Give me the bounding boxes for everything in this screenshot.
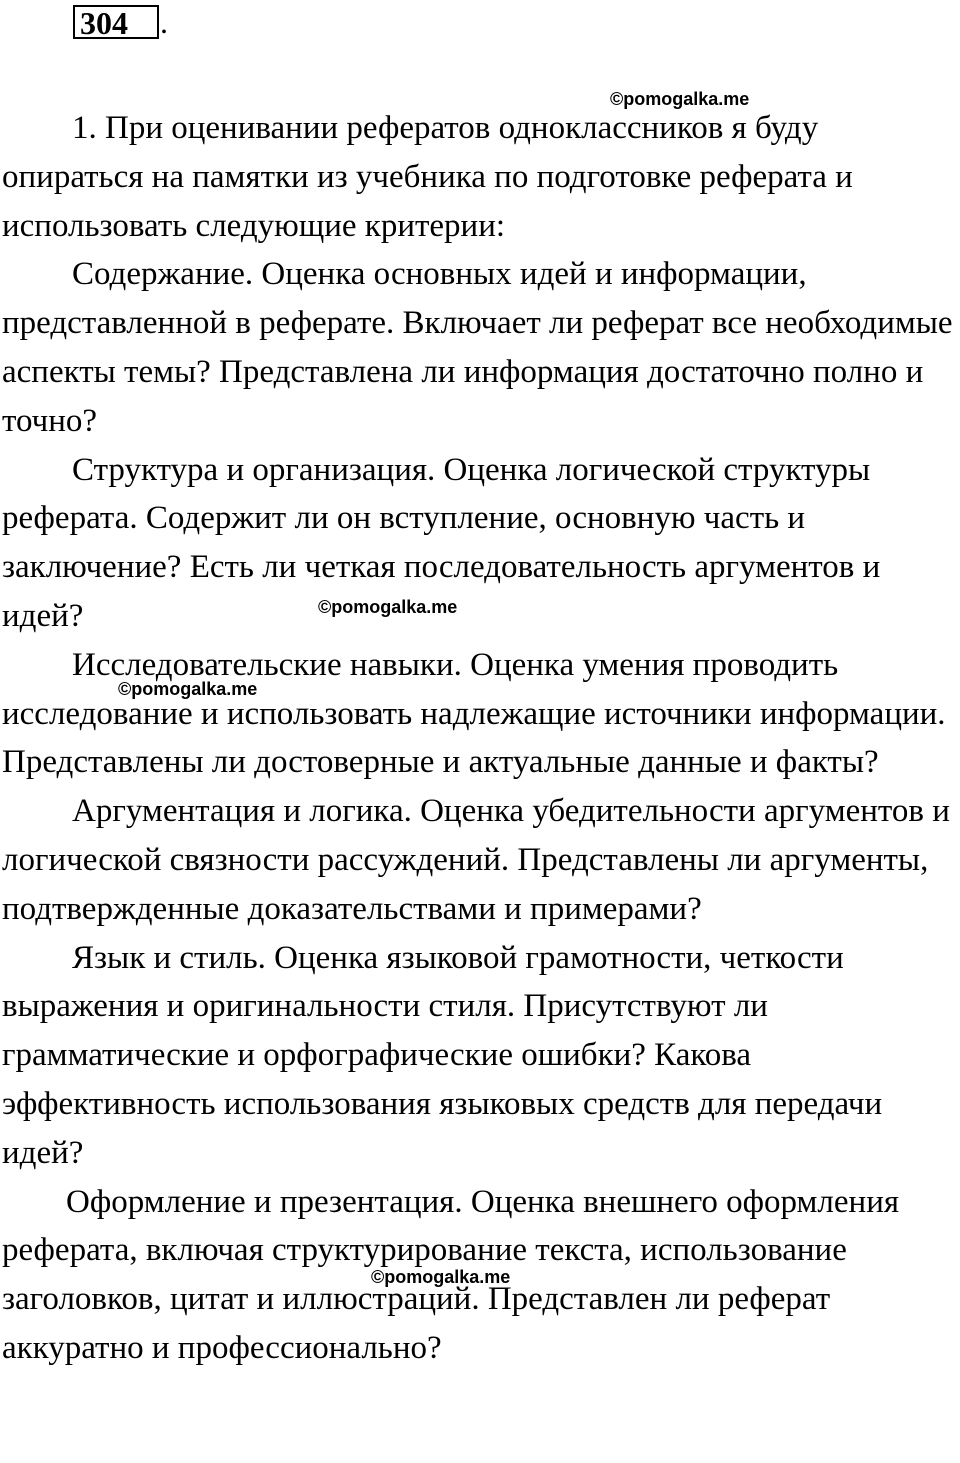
watermark: ©pomogalka.me bbox=[371, 1267, 511, 1287]
watermark: ©pomogalka.me bbox=[610, 89, 750, 109]
paragraph-presentation: Оформление и презентация. Оценка внешнего оформления реферата, включая структурирование текста, использование заголовков, цитат и иллюстраций. Представлен ли реферат аккуратно и профессионально? bbox=[2, 1183, 900, 1366]
watermark: ©pomogalka.me bbox=[118, 679, 258, 699]
paragraph-intro: 1. При оценивании рефератов одноклассников я буду опираться на памятки из учебника по подготовке реферата и использовать следующие критерии: bbox=[2, 110, 853, 244]
paragraph-content: Содержание. Оценка основных идей и информации, представленной в реферате. Включает ли реферат все необходимые аспекты темы? Представлена ли информация достаточно полно и точно? bbox=[2, 256, 953, 439]
paragraph-argumentation: Аргументация и логика. Оценка убедительности аргументов и логической связности рассуждений. Представлены ли аргументы, подтвержденные доказательствами и примерами? bbox=[2, 793, 950, 927]
paragraph-language: Язык и стиль. Оценка языковой грамотности, четкости выражения и оригинальности стиля. Присутствуют ли грамматические и орфографические ошибки? Какова эффективность использования языковых средств для передачи идей? bbox=[2, 939, 883, 1171]
paragraph-research: Исследовательские навыки. Оценка умения проводить исследование и использовать надлежащие источники информации. Представлены ли достоверные и актуальные данные и факты? bbox=[2, 646, 946, 781]
paragraph-structure: Структура и организация. Оценка логической структуры реферата. Содержит ли он вступление, основную часть и заключение? Есть ли четкая последовательность аргументов и идей? bbox=[2, 451, 881, 634]
task-number: 304 bbox=[80, 5, 128, 41]
task-number-dot: . bbox=[160, 4, 168, 40]
watermark: ©pomogalka.me bbox=[318, 597, 458, 617]
task-number-box bbox=[73, 5, 159, 39]
answer-text bbox=[2, 104, 958, 1373]
